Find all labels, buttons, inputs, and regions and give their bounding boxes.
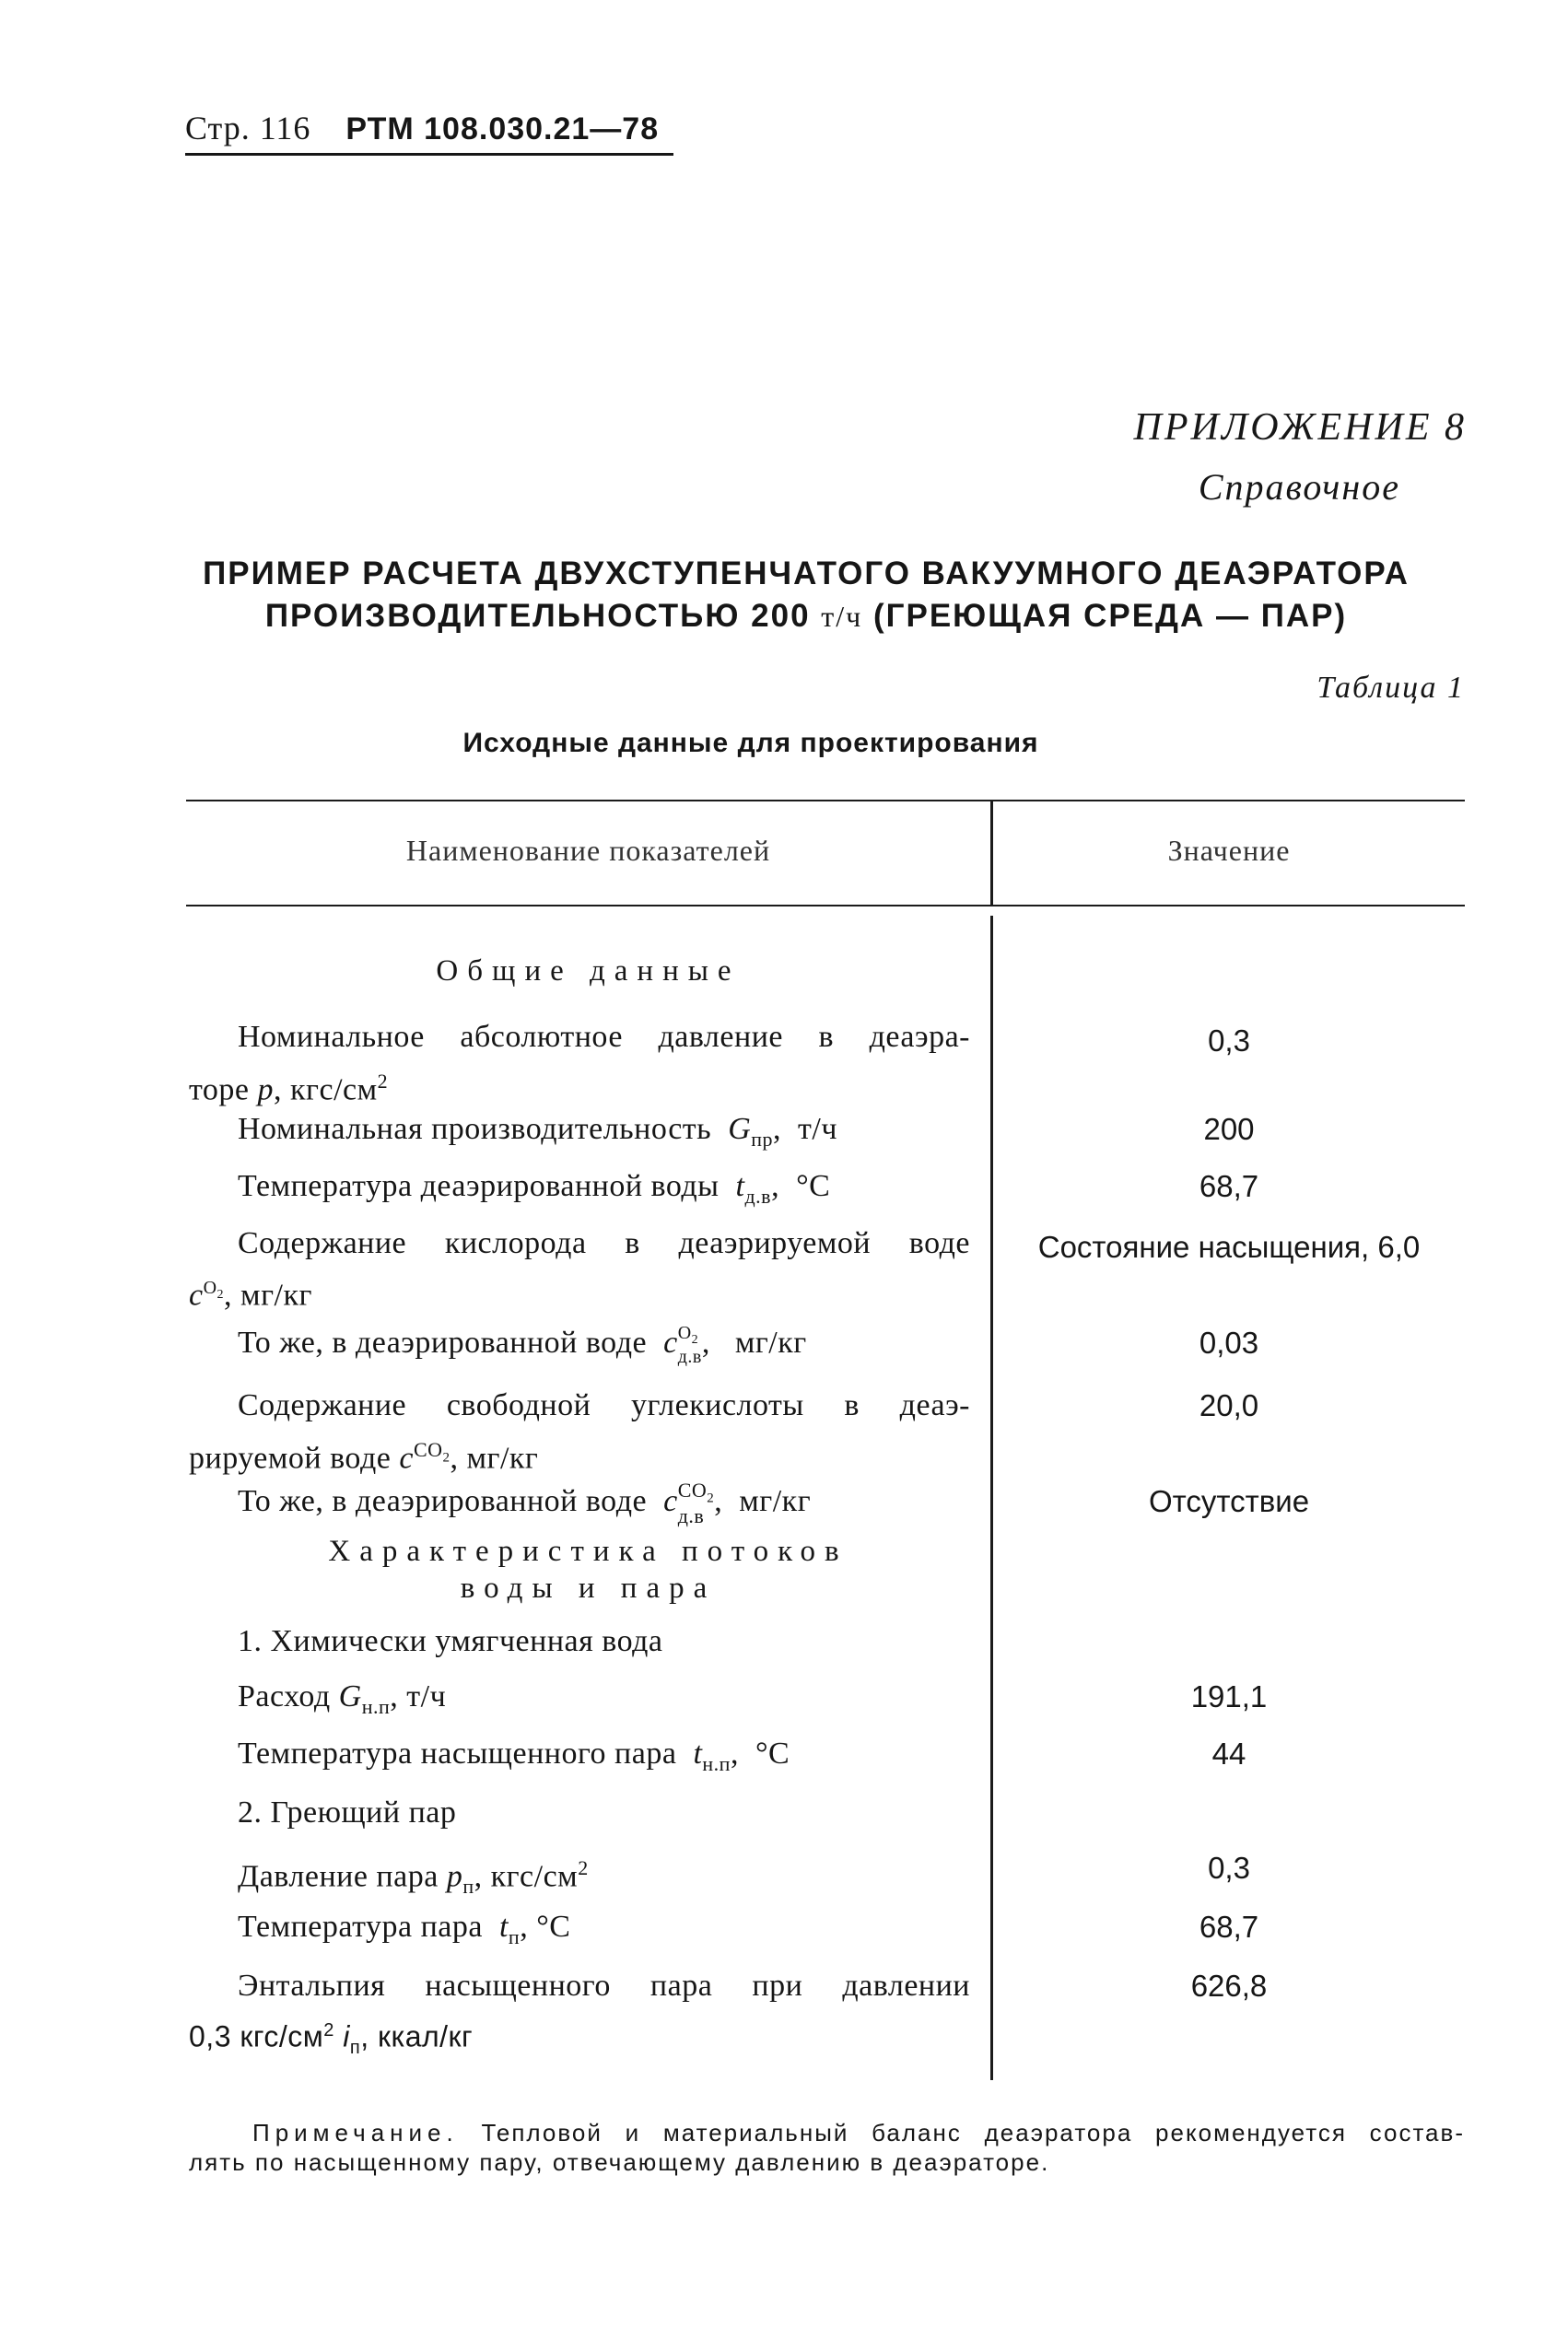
row-label-cont: 0,3 кгс/$см^2$ $i_п$, ккал/кг [189,2019,474,2059]
row-value: 68,7 [1199,1169,1259,1203]
row-label-cont: торе p, кгс/$см^2$ [189,1070,389,1107]
note-tag: Примечание. [252,2119,459,2146]
row-value: Отсутствие [1148,1484,1310,1518]
column-header-name: Наименование показателей [405,834,771,867]
appendix-label: ПРИЛОЖЕНИЕ 8 [1133,406,1467,449]
title-capacity-unit: т/ч [821,600,863,633]
row-value: 0,3 [1208,1851,1250,1885]
row-value: 626,8 [1190,1969,1268,2003]
table-label: Таблица 1 [1316,671,1465,705]
row-label: 2. Греющий пар [238,1795,457,1830]
section-flows-line-1: Характеристика потоков [328,1535,848,1568]
row-label: Номинальная производительность $G_{пр}$, т/ч [238,1112,837,1151]
row-value: 191,1 [1190,1679,1268,1713]
note-text-1: Тепловой и материальный баланс деаэратора рекомендуется состав- [481,2119,1465,2146]
row-label: То же, в деаэрированной воде cCO$_2$ д.в , мг/кг [238,1479,812,1528]
row-value: 44 [1211,1737,1246,1771]
standard-code: РТМ 108.030.21—78 [345,111,660,146]
row-label-cont: рируемой воде $c^{CO_2}$, мг/кг [189,1438,539,1476]
title-medium: (ГРЕЮЩАЯ СРЕДА — ПАР) [872,598,1348,634]
row-label: Номинальное абсолютное давление в деаэра- [238,1020,970,1054]
row-label-cont: $c^{O_2}$, мг/кг [189,1278,312,1313]
page-number: Стр. 116 [185,110,311,146]
row-label: Температура деаэрированной воды $t_{д.в}$, °С [238,1169,831,1208]
row-label: Давление пара $p_п$, кгс/$см^2$ [238,1856,589,1899]
document-title-line-1: ПРИМЕР РАСЧЕТА ДВУХСТУПЕНЧАТОГО ВАКУУМНОГО ДЕАЭРАТОРА [203,556,1410,591]
header-underline [185,153,673,156]
row-value: 0,03 [1199,1326,1259,1360]
section-general-data: Общие данные [436,954,741,988]
row-value: Состояние насыщения, 6,0 [1037,1230,1421,1264]
page-header [185,109,659,147]
row-label: То же, в деаэрированной воде $cO_2$ д.в, мг/кг [238,1323,807,1368]
row-value: 200 [1203,1112,1255,1146]
section-flows-line-2: воды и пара [460,1572,717,1605]
row-label: Энтальпия насыщенного пара при давлении [238,1969,970,2003]
row-label: Содержание кислорода в деаэрируемой воде [238,1226,970,1260]
row-label: Температура пара $t_п$, °С [238,1910,571,1948]
table-caption: Исходные данные для проектирования [462,728,1039,758]
table-header-rule [186,905,1465,906]
note-line-2: лять по насыщенному пару, отвечающему давлению в деаэраторе. [189,2148,1050,2176]
title-capacity: ПРОИЗВОДИТЕЛЬНОСТЬЮ 200 [264,598,811,634]
row-value: 68,7 [1199,1910,1259,1944]
note-line-1 [252,2117,1465,2148]
row-value: 20,0 [1199,1388,1259,1422]
row-value: 0,3 [1208,1023,1250,1058]
row-label: 1. Химически умягченная вода [238,1624,663,1658]
row-label: Температура насыщенного пара $t_{н.п}$, °С [238,1737,790,1775]
row-label: Расход $G_{н.п}$, т/ч [238,1679,447,1718]
table-top-rule [186,800,1465,801]
column-header-value: Значение [1167,834,1291,867]
row-label: Содержание свободной углекислоты в деаэ- [238,1388,970,1422]
section-flows [186,1533,990,1607]
document-title-line-2 [138,595,1474,637]
appendix-type: Справочное [1198,466,1400,508]
